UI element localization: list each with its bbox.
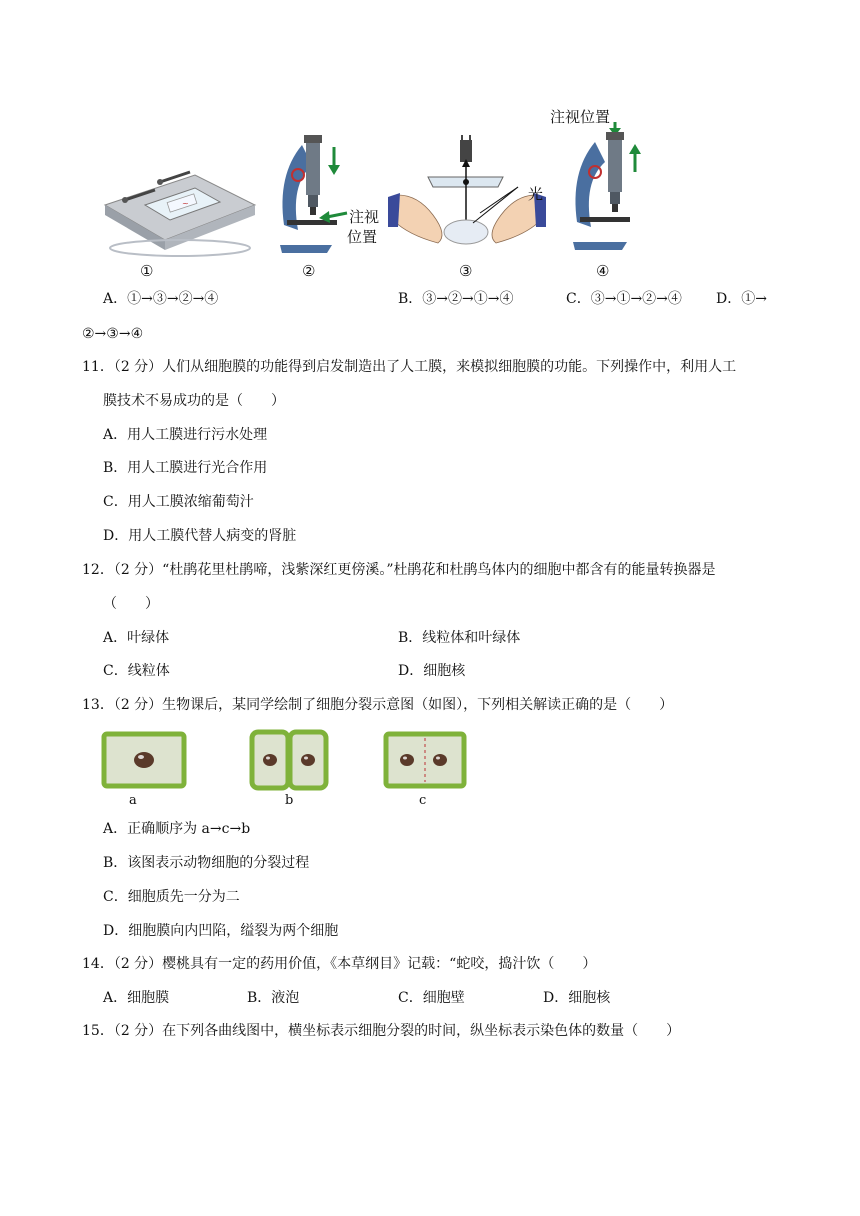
annotation-watch-top: 注视位置 — [550, 108, 611, 126]
figure-label-3: ③ — [459, 262, 473, 280]
annotation-watch-side-1: 注视 — [349, 208, 380, 226]
figure-label-4: ④ — [596, 262, 610, 280]
q12-stem-line2: （ ） — [103, 596, 159, 612]
figure-3-mirror-light — [388, 135, 548, 255]
q10-option-d-end: ②→③→④ — [82, 326, 144, 342]
q12-option-b: B．线粒体和叶绿体 — [398, 630, 521, 646]
figure-label-2: ② — [302, 262, 316, 280]
q13-option-d: D．细胞膜向内凹陷，缢裂为两个细胞 — [103, 923, 339, 939]
q11-stem-line1: 11．（2 分）人们从细胞膜的功能得到启发制造出了人工膜，来模拟细胞膜的功能。下列操作中，利用人工 — [82, 359, 737, 375]
q14-option-c: C．细胞壁 — [398, 990, 465, 1006]
q14-option-d: D．细胞核 — [543, 990, 611, 1006]
figure-1-slide-stage — [100, 160, 260, 255]
svg-text:~: ~ — [182, 199, 189, 208]
cell-c — [382, 730, 470, 790]
annotation-watch-side-2: 位置 — [347, 228, 378, 246]
q11-option-b: B．用人工膜进行光合作用 — [103, 460, 268, 476]
q15-stem: 15．（2 分）在下列各曲线图中，横坐标表示细胞分裂的时间，纵坐标表示染色体的数量（ ） — [82, 1023, 681, 1039]
q13-option-a: A．正确顺序为 a→c→b — [103, 821, 251, 837]
q10-option-b: B．③→②→①→④ — [398, 291, 514, 307]
q11-option-d: D．用人工膜代替人病变的肾脏 — [103, 528, 297, 544]
q10-option-d-start: D．①→ — [716, 291, 767, 307]
figure-label-1: ① — [140, 262, 154, 280]
q13-stem: 13．（2 分）生物课后，某同学绘制了细胞分裂示意图（如图），下列相关解读正确的是（ ） — [82, 697, 674, 713]
q14-option-b: B．液泡 — [247, 990, 300, 1006]
q12-option-c: C．线粒体 — [103, 663, 170, 679]
cell-label-c: c — [419, 793, 427, 808]
cell-label-b: b — [285, 793, 294, 808]
cell-label-a: a — [129, 793, 137, 808]
figure-4-microscope-raising — [565, 122, 655, 257]
q13-option-b: B．该图表示动物细胞的分裂过程 — [103, 855, 310, 871]
annotation-light: 光 — [528, 185, 544, 203]
q12-option-a: A．叶绿体 — [103, 630, 170, 646]
q10-option-c: C．③→①→②→④ — [566, 291, 682, 307]
q11-stem-line2: 膜技术不易成功的是（ ） — [103, 393, 285, 409]
q14-stem: 14．（2 分）樱桃具有一定的药用价值，《本草纲目》记载：“蛇咬，捣汁饮（ ） — [82, 956, 597, 972]
q11-option-c: C．用人工膜浓缩葡萄汁 — [103, 494, 254, 510]
cell-b — [248, 728, 330, 792]
q13-option-c: C．细胞质先一分为二 — [103, 889, 240, 905]
q14-option-a: A．细胞膜 — [103, 990, 170, 1006]
q10-option-a: A．①→③→②→④ — [103, 291, 219, 307]
q12-stem-line1: 12．（2 分）“杜鹃花里杜鹃啼，浅紫深红更傍溪。”杜鹃花和杜鹃鸟体内的细胞中都含有的能量转换器是 — [82, 562, 716, 578]
cell-a — [100, 730, 190, 790]
q12-option-d: D．细胞核 — [398, 663, 466, 679]
q11-option-a: A．用人工膜进行污水处理 — [103, 427, 268, 443]
